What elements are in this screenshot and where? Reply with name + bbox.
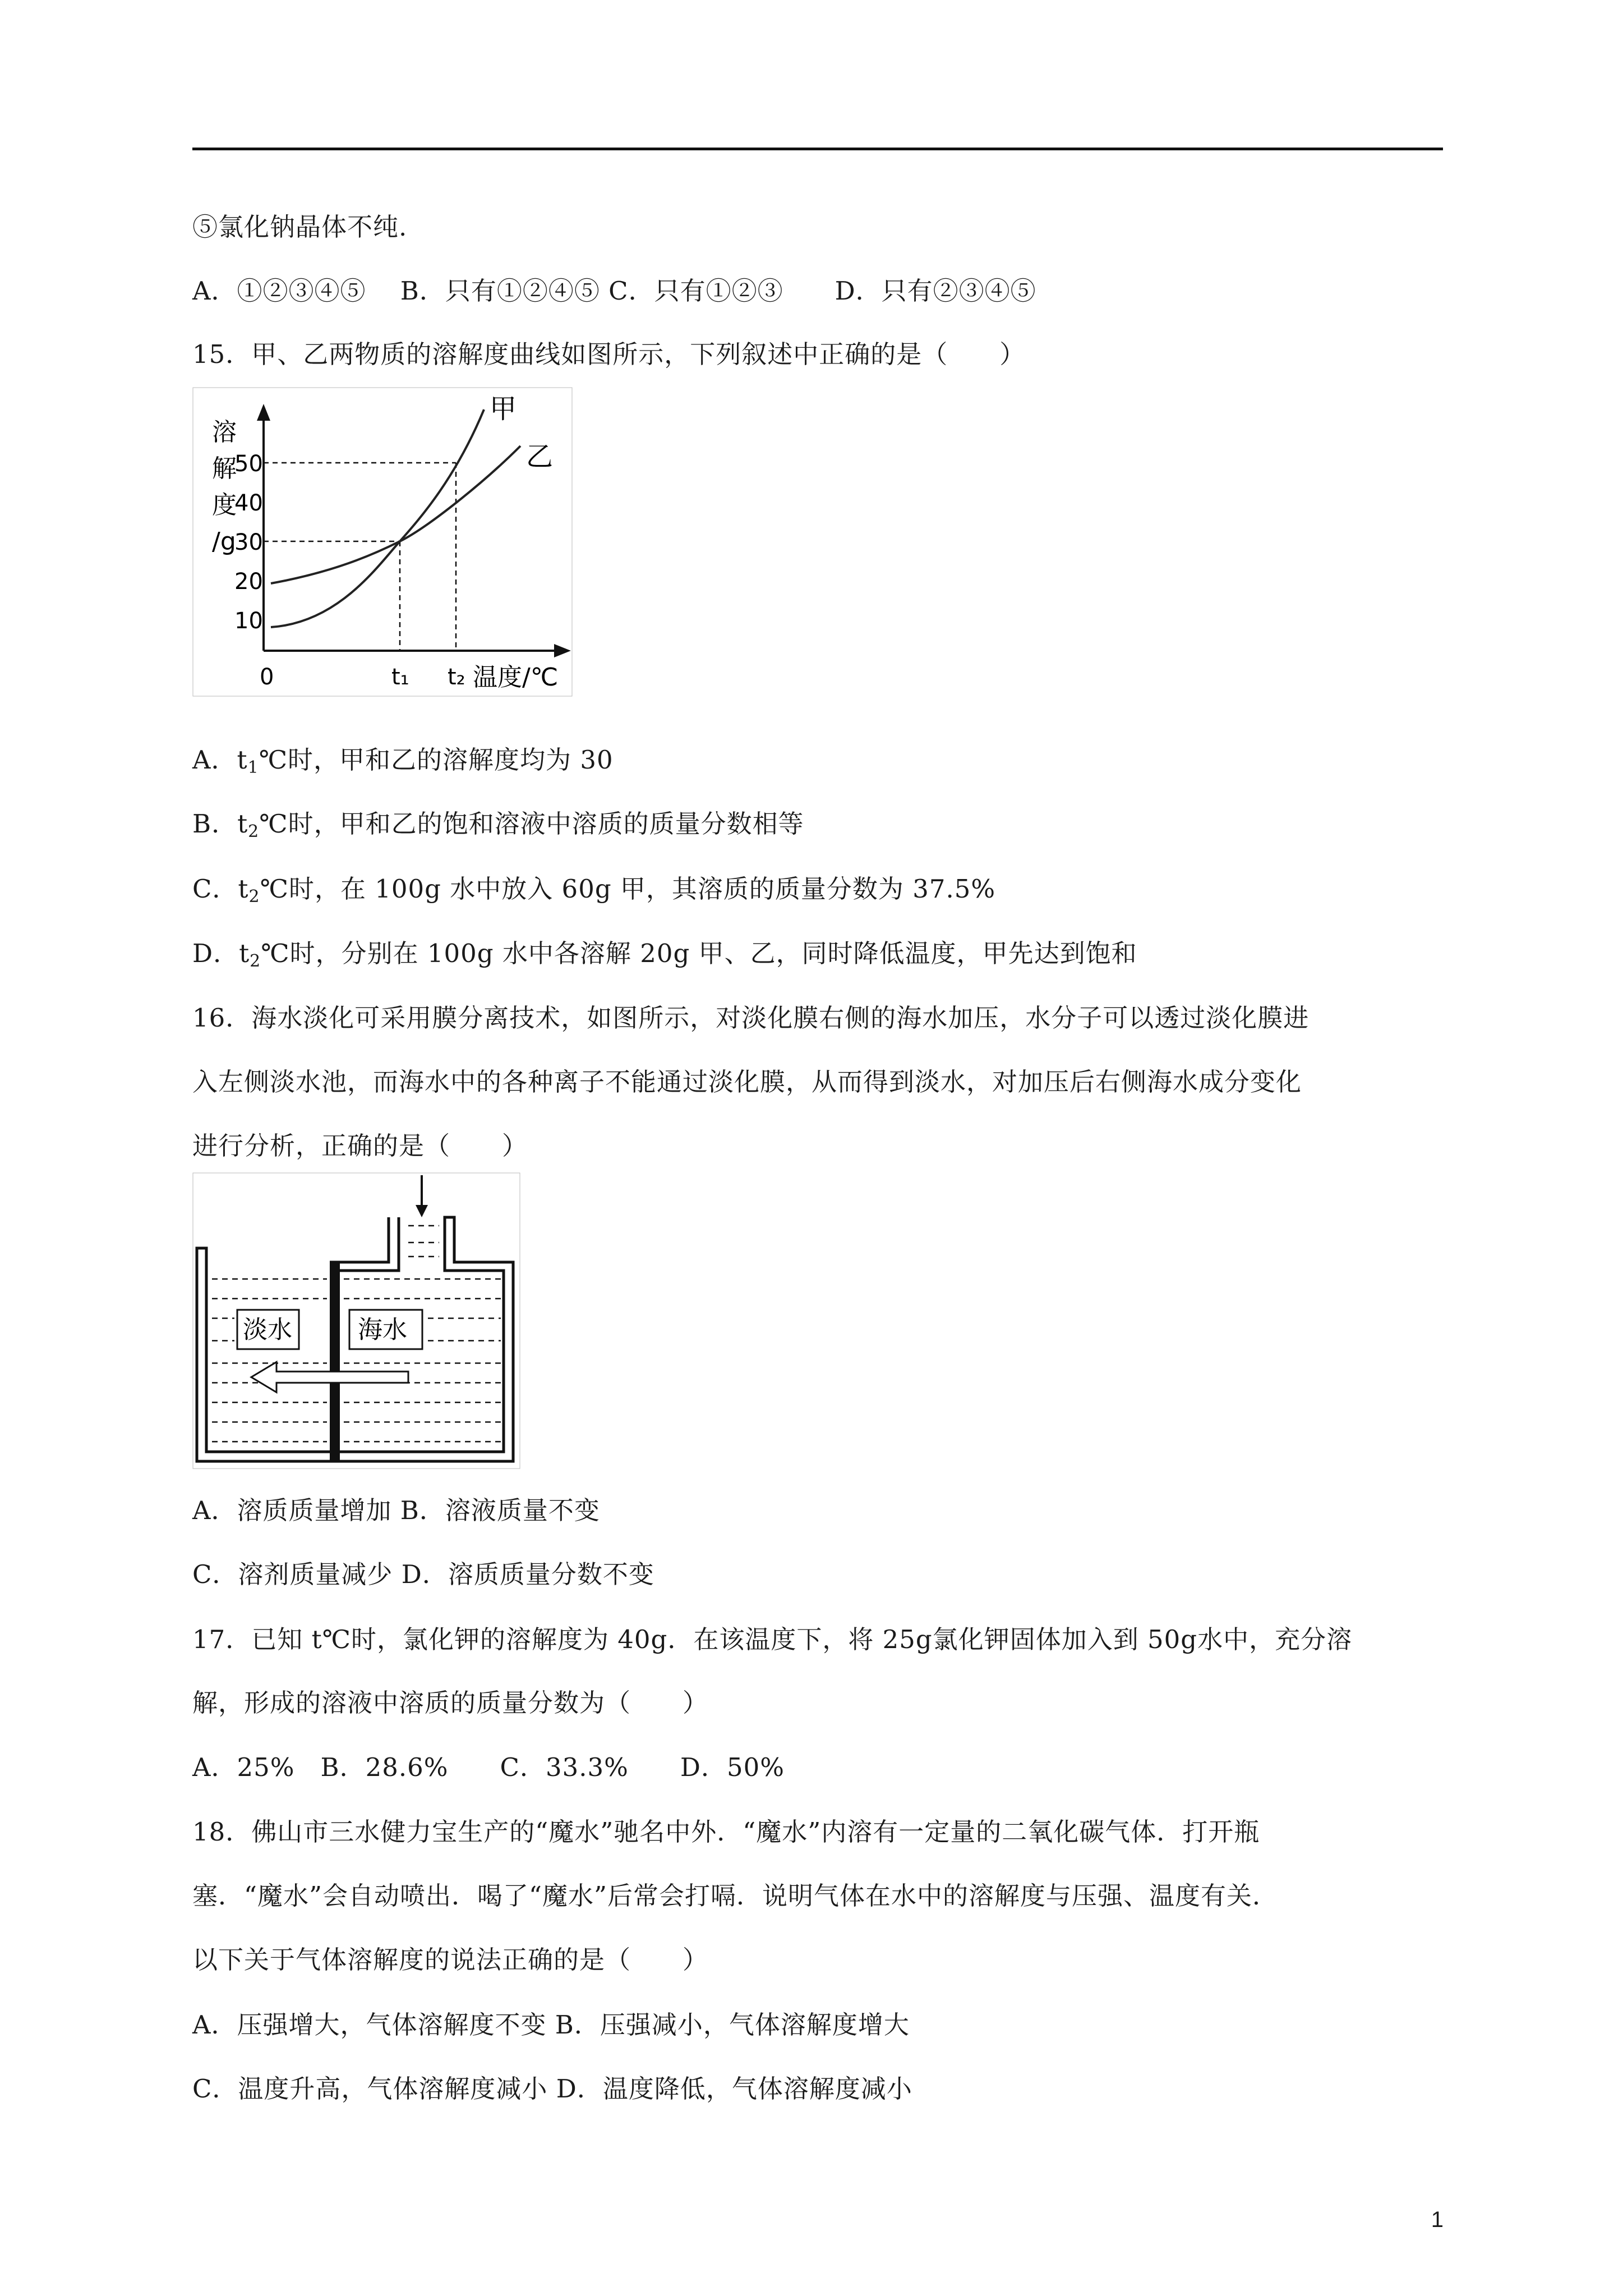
- y-tick-label: 20: [234, 569, 263, 595]
- option-18ab: A．压强增大，气体溶解度不变 B．压强减小，气体溶解度增大: [192, 2010, 910, 2040]
- option-15d: D．$t_2℃$时，分别在 100g 水中各溶解 20g 甲、乙，同时降低温度，甲先达到饱和: [192, 938, 1137, 971]
- origin-label: 0: [260, 664, 274, 690]
- question-16-line3: 进行分析，正确的是（ ）: [192, 1131, 528, 1161]
- option-15a: A．$t_1℃$时，甲和乙的溶解度均为 30: [192, 745, 614, 777]
- solubility-curve-figure: [192, 387, 574, 698]
- option-line: ⑤氯化钠晶体不纯.: [192, 212, 408, 242]
- curve-yi: [271, 446, 520, 583]
- y-axis-arrow: [257, 404, 270, 421]
- question-18-line3: 以下关于气体溶解度的说法正确的是（ ）: [192, 1945, 709, 1975]
- pressure-arrow-head: [416, 1205, 428, 1217]
- piston-tube-left: [330, 1217, 389, 1262]
- membrane: [330, 1262, 340, 1461]
- series-label-jia: 甲: [490, 393, 517, 425]
- ylabel-char: 度: [212, 491, 237, 519]
- seawater-label: 海水: [358, 1315, 407, 1344]
- question-17-line1: 17．已知 t℃时，氯化钾的溶解度为 40g．在该温度下，将 25g氯化钾固体加入到 50g水中，充分溶: [192, 1625, 1353, 1654]
- x-tick-label: t₁: [391, 664, 409, 690]
- answer-options: A．①②③④⑤ B．只有①②④⑤ C．只有①②③ D．只有②③④⑤: [192, 276, 1036, 306]
- question-18-line1: 18．佛山市三水健力宝生产的“魔水”驰名中外．“魔水”内溶有一定量的二氧化碳气体．打开瓶: [192, 1817, 1260, 1847]
- option-15b: B．$t_2℃$时，甲和乙的饱和溶液中溶质的质量分数相等: [192, 809, 804, 841]
- y-tick-label: 10: [234, 608, 263, 634]
- option-18cd: C．温度升高，气体溶解度减小 D．温度降低，气体溶解度减小: [192, 2074, 912, 2104]
- option-15c: C．$t_2℃$时，在 100g 水中放入 60g 甲，其溶质的质量分数为 37.5%: [192, 874, 996, 907]
- x-tick-label: t₂: [448, 664, 465, 690]
- option-16cd: C．溶剂质量减少 D．溶质质量分数不变: [192, 1559, 654, 1589]
- y-tick-label: 40: [234, 490, 263, 516]
- freshwater-label: 淡水: [243, 1315, 292, 1344]
- y-tick-label: 50: [234, 451, 263, 477]
- desalination-figure: [192, 1172, 520, 1470]
- ylabel-char: /g: [212, 527, 236, 556]
- ylabel-char: 解: [212, 454, 237, 483]
- freshwater-lines: [212, 1279, 327, 1442]
- option-16ab: A．溶质质量增加 B．溶液质量不变: [192, 1496, 600, 1525]
- question-15: 15．甲、乙两物质的溶解度曲线如图所示，下列叙述中正确的是（ ）: [192, 339, 1026, 369]
- header-rule: [192, 148, 1443, 150]
- series-label-yi: 乙: [526, 441, 554, 472]
- x-axis-arrow: [554, 644, 571, 657]
- option-17: A．25% B．28.6% C．33.3% D．50%: [192, 1752, 785, 1782]
- question-18-line2: 塞．“魔水”会自动喷出．喝了“魔水”后常会打嗝．说明气体在水中的溶解度与压强、温度有关．: [192, 1881, 1279, 1911]
- x-axis-label: 温度/℃: [473, 663, 559, 692]
- question-16-line2: 入左侧淡水池，而海水中的各种离子不能通过淡化膜，从而得到淡水，对加压后右侧海水成分变化: [192, 1067, 1302, 1097]
- y-tick-label: 30: [234, 530, 263, 555]
- curve-jia: [271, 409, 484, 627]
- page-number: 1: [1431, 2207, 1444, 2232]
- question-17-line2: 解，形成的溶液中溶质的质量分数为（ ）: [192, 1688, 709, 1718]
- question-16-line1: 16．海水淡化可采用膜分离技术，如图所示，对淡化膜右侧的海水加压，水分子可以透过淡化膜进: [192, 1003, 1310, 1033]
- ylabel-char: 溶: [212, 418, 237, 447]
